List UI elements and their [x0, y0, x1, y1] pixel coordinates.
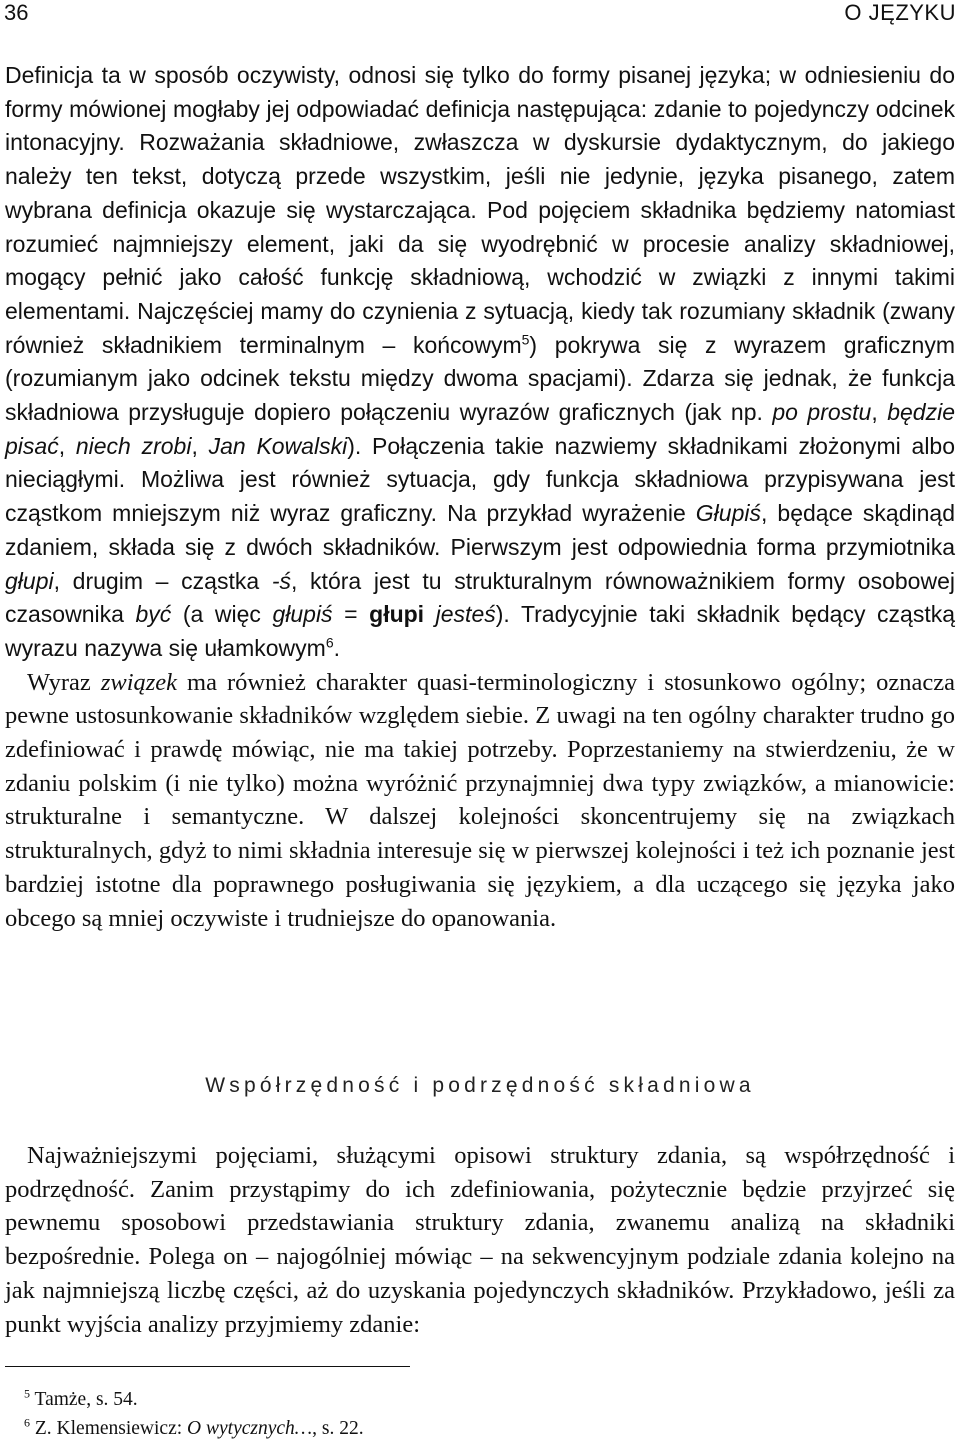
- text-run: ) pokrywa się z wyrazem graficznym (rozumianym jako odcinek tekstu między dwoma spacjami). Zdarza się jednak, że funkcja składniowa przysługuje dopiero połączeniu wyrazów graficznych (jak np.: [5, 331, 955, 426]
- separator: ,: [871, 399, 888, 426]
- text-run: , będące skądinąd zdaniem, składa się z dwóch składników. Pierwszym jest odpowiednia forma przymiotnika: [5, 500, 955, 560]
- page-number: 36: [4, 0, 29, 25]
- footnote-mark: 5: [24, 1386, 30, 1401]
- text-run: ma również charakter quasi-terminologiczny i stosunkowo ogólny; oznacza pewne ustosunkowanie składników względem siebie. Z uwagi na ten ogólny charakter trudno go zdefiniować i prawdę mówiąc, nie ma takiej potrzeby. Poprzestaniemy na stwierdzeniu, że w zdaniu polskim (i nie tylko) można wyróżnić przynajmniej dwa typy związków, a mianowicie: strukturalne i semantyczne. W dalszej kolejności skoncentrujemy się na związkach strukturalnych, gdyż to nimi składnia interesuje się w pierwszej kolejności i też ich poznanie jest bardziej istotne dla poprawnego posługiwania się językiem, a dla uczącego się języka jako obcego są mniej oczywiste i trudniejsze do opanowania.: [5, 668, 956, 932]
- example-term: Jan Kowalski: [208, 432, 348, 459]
- footnote-ref-6[interactable]: 6: [325, 634, 334, 651]
- example-term: Głupiś: [695, 500, 761, 527]
- body-text-upper: [5, 59, 955, 935]
- paragraph-1: [5, 59, 955, 666]
- separator: ,: [191, 432, 209, 459]
- example-term: być: [135, 601, 172, 628]
- text-run: Wyraz: [27, 668, 101, 696]
- text-run: ). Tradycyjnie taki składnik będący cząstką wyrazu nazywa się ułamkowym: [5, 601, 956, 661]
- example-term: po prostu: [772, 399, 872, 426]
- example-term: głupiś: [272, 601, 333, 628]
- text-run: Definicja ta w sposób oczywisty, odnosi się tylko do formy pisanej języka; w odniesieniu do formy mówionej mogłaby jej odpowiadać definicja następująca: zdanie to pojedynczy odcinek intonacyjny. Rozważania składniowe, zwłaszcza w dyskursie dydaktycznym, do jakiego należy ten tekst, dotyczą przede wszystkim, jeśli nie jedynie, języka pisanego, zatem wybrana definicja okazuje się wystarczająca.: [5, 62, 955, 223]
- text-run-constituent: Pod pojęciem składnika będziemy natomiast rozumieć najmniejszy element, jaki da się wyodrębnić w procesie analizy składniowej, mogący pełnić jako całość funkcję składniową, wchodzić w związki z innymi takimi elementami. Najczęściej mamy do czynienia z sytuacją, kiedy tak rozumiany składnik (zwany również składnikiem terminalnym – końcowym: [5, 196, 955, 358]
- footnote-title: O wytycznych…: [187, 1418, 313, 1439]
- footnotes: [24, 1385, 364, 1443]
- footnote-text: Tamże, s. 54.: [34, 1389, 138, 1410]
- separator: =: [332, 601, 370, 628]
- example-term-bold: głupi: [369, 601, 425, 628]
- paragraph-2: [5, 666, 955, 936]
- footnote-text: , s. 22.: [312, 1418, 364, 1439]
- section-heading: Współrzędność i podrzędność składniowa: [205, 1074, 755, 1097]
- footnote-divider: [5, 1366, 410, 1367]
- body-text-lower: [5, 1139, 955, 1341]
- example-term: będzie pisać: [5, 399, 955, 459]
- example-term: jesteś: [435, 601, 496, 628]
- footnote-5: [24, 1385, 364, 1414]
- paragraph-3: [5, 1139, 955, 1341]
- text-run: ). Połączenia takie nazwiemy składnikami złożonymi albo nieciągłymi. Możliwa jest również sytuacja, gdy funkcja składniowa przypisywana jest cząstkom mniejszym niż wyraz graficzny. Na przykład wyrażenie: [5, 432, 956, 527]
- example-term: związek: [100, 668, 178, 696]
- footnote-text: Z. Klemensiewicz:: [34, 1418, 188, 1439]
- separator: ,: [58, 432, 76, 459]
- running-title: O JĘZYKU: [844, 0, 956, 25]
- text-run: , która jest tu strukturalnym równoważnikiem formy osobowej czasownika: [5, 567, 955, 628]
- separator: .: [333, 634, 341, 661]
- footnote-ref-5[interactable]: 5: [521, 330, 530, 347]
- footnote-mark: 6: [24, 1415, 30, 1430]
- text-run: Najważniejszymi pojęciami, służącymi opisowi struktury zdania, są współrzędność i podrzędność. Zanim przystąpimy do ich zdefiniowania, pożytecznie będzie przyjrzeć się pewnemu sposobowi przedstawiania struktury zdania, zwanemu analizą na składniki bezpośrednie. Polega on – najogólniej mówiąc – na sekwencyjnym podziale zdania kolejno na jak najmniejszą liczbę części, aż do uzyskania pojedynczych składników. Przykładowo, jeśli za punkt wyjścia analizy przyjmiemy zdanie:: [5, 1142, 955, 1338]
- footnote-6: [24, 1414, 364, 1443]
- text-run: (a więc: [171, 601, 273, 628]
- example-term: niech zrobi: [75, 432, 192, 459]
- example-term: głupi: [5, 567, 54, 594]
- text-run: , drugim – cząstka: [53, 567, 272, 594]
- separator: [424, 601, 436, 627]
- example-term: -ś: [271, 567, 291, 594]
